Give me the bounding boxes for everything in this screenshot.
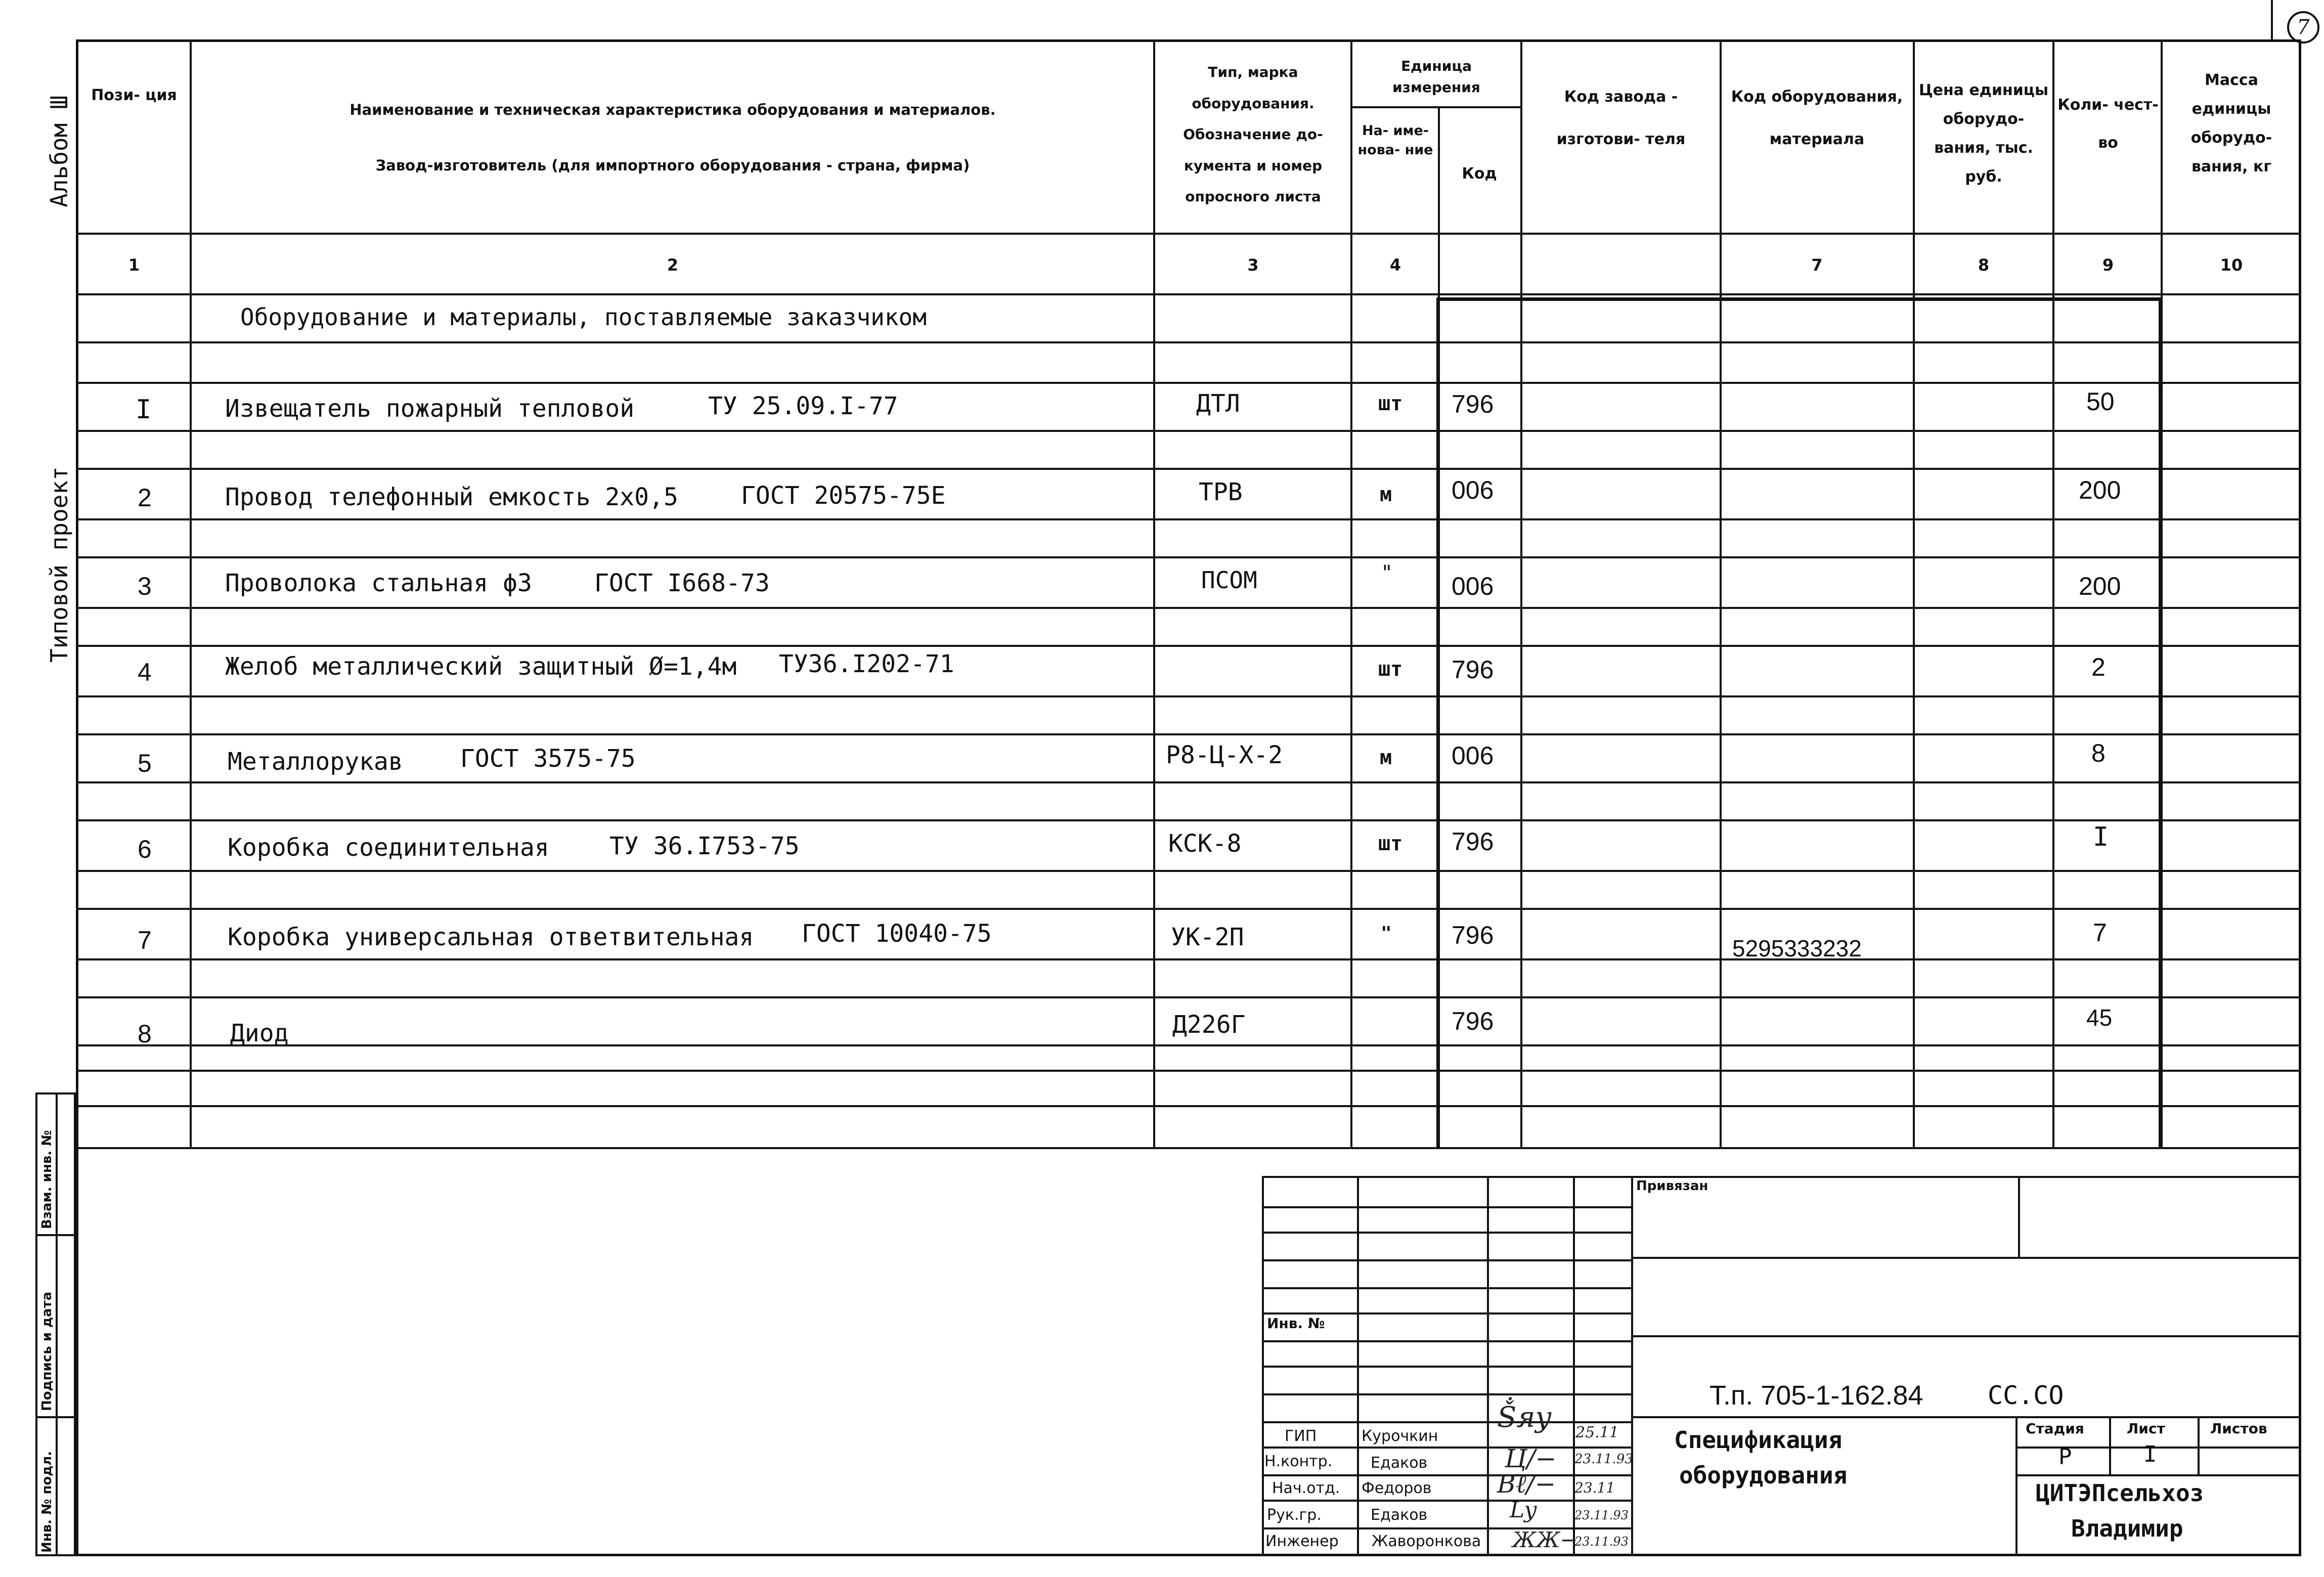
stamp-grid-line (1262, 1447, 1631, 1449)
row-line (76, 996, 2301, 998)
stamp-grid-line (1631, 1257, 2301, 1259)
stamp-grid-line (1262, 1312, 1631, 1315)
row-position: 8 (138, 1020, 152, 1048)
col-line (1720, 39, 1722, 1147)
stamp-grid-line (2198, 1416, 2200, 1474)
colnum-bottom-line (76, 293, 2301, 295)
role: ГИП (1285, 1427, 1317, 1445)
sign-date: 23.11.93 (1574, 1508, 1629, 1522)
stamp-grid-line (2018, 1176, 2020, 1257)
header-factory-code: Код завода - изготови- теля (1556, 88, 1686, 148)
row-line (76, 341, 2301, 343)
stamp-grid-line (1262, 1259, 1631, 1261)
stamp-grid-line (1262, 1393, 1631, 1395)
row-type: ТРВ (1199, 478, 1243, 506)
unit-sub-line (1350, 106, 1520, 108)
row-doc: ГОСТ I668-73 (594, 569, 770, 597)
stamp-grid-line (1262, 1474, 1631, 1476)
vzam-label: Взам. инв. № (39, 1130, 55, 1229)
row-position: 4 (138, 658, 152, 686)
person-name: Едаков (1371, 1506, 1428, 1524)
col-line (190, 39, 192, 1147)
row-line (76, 1044, 2301, 1046)
header-manufacturer: Завод-изготовитель (для импортного оборудования - страна, фирма) (375, 157, 970, 174)
colnum-7: 7 (1811, 255, 1823, 275)
row-qty: 7 (2093, 918, 2107, 947)
row-qty: 200 (2079, 476, 2121, 504)
row-qty: 2 (2091, 653, 2106, 681)
sheet-label: Лист (2127, 1420, 2165, 1437)
row-doc: ГОСТ 3575-75 (460, 744, 636, 773)
row-equipment-code: 5295333232 (1732, 935, 1862, 961)
row-line (76, 908, 2301, 910)
row-line (76, 695, 2301, 697)
page-number: 7 (2287, 11, 2319, 43)
row-position: 5 (138, 749, 152, 777)
col-line (1520, 39, 1522, 1147)
row-line (76, 382, 2301, 384)
row-unit-code: 006 (1452, 572, 1494, 600)
row-type: ДТЛ (1196, 389, 1240, 418)
row-qty: 50 (2086, 387, 2115, 416)
row-unit-code: 796 (1452, 390, 1494, 418)
stamp-code: СС.СО (1988, 1381, 2064, 1410)
row-position: I (136, 395, 152, 425)
row-qty: 45 (2086, 1004, 2113, 1031)
row-doc: ГОСТ 20575-75Е (741, 481, 946, 510)
row-doc: ТУ 36.I753-75 (609, 832, 800, 860)
sheet-value: I (2143, 1441, 2157, 1467)
signature: Вℓ/− (1497, 1469, 1556, 1499)
doc-title-line1: Спецификация (1674, 1426, 1843, 1454)
stamp-grid-line (2109, 1416, 2111, 1474)
row-unit: м (1380, 746, 1392, 769)
header-bottom-line (76, 233, 2301, 235)
row-unit: шт (1378, 832, 1403, 855)
row-unit-code: 796 (1452, 1007, 1494, 1035)
sign-date: 23.11 (1574, 1479, 1615, 1496)
table-bottom-line (76, 1147, 2301, 1149)
row-unit-code: 796 (1452, 655, 1494, 684)
colnum-4: 4 (1389, 255, 1401, 275)
thick-box-left (1436, 297, 1440, 1147)
sign-date: 25.11 (1575, 1424, 1619, 1441)
row-position: 7 (138, 926, 152, 954)
row-unit: м (1380, 483, 1392, 506)
album-label: Альбом Ш (46, 95, 73, 207)
row-position: 2 (138, 484, 152, 512)
signature: ЖЖ− (1512, 1527, 1578, 1552)
row-line (76, 870, 2301, 872)
row-doc: ГОСТ 10040-75 (802, 919, 992, 948)
row-type: ПСОМ (1201, 566, 1257, 594)
org-name: ЦИТЭПсельхоз (2036, 1479, 2204, 1507)
signature: Ly (1510, 1497, 1537, 1523)
row-line (76, 468, 2301, 470)
role: Инженер (1265, 1532, 1339, 1550)
row-unit: " (1381, 923, 1392, 944)
header-type: Тип, марка оборудования. Обозначение до- кумента и номер опросного листа (1183, 64, 1323, 205)
role: Рук.гр. (1267, 1506, 1322, 1524)
colnum-3: 3 (1247, 255, 1259, 275)
person-name: Едаков (1371, 1454, 1428, 1472)
row-qty: I (2093, 822, 2109, 852)
person-name: Курочкин (1362, 1427, 1438, 1445)
signature: Ṧяу (1497, 1401, 1552, 1434)
row-doc: ТУ36.I202-71 (779, 650, 954, 678)
header-unit-code: Код (1462, 165, 1497, 183)
doc-title-line2: оборудования (1679, 1462, 1848, 1489)
row-qty: 8 (2091, 739, 2106, 767)
row-line (76, 430, 2301, 432)
stamp-grid-line (1262, 1340, 1631, 1342)
inv-podl-label: Инв. № подл. (39, 1451, 55, 1553)
col-line (1153, 39, 1155, 1147)
stage-label: Стадия (2026, 1420, 2084, 1437)
header-price: Цена единицы оборудо- вания, тыс. руб. (1918, 81, 2049, 186)
stamp-grid-line (1631, 1335, 2301, 1337)
row-line (76, 733, 2301, 735)
section-title: Оборудование и материалы, поставляемые заказчиком (240, 303, 927, 331)
row-name: Провод телефонный емкость 2х0,5 (225, 483, 678, 511)
col-line (1350, 39, 1352, 1147)
thick-box-top (1436, 297, 2162, 301)
inv-no-label: Инв. № (1267, 1315, 1325, 1332)
row-line (76, 781, 2301, 783)
role: Н.контр. (1264, 1453, 1333, 1470)
corner-mark (2271, 0, 2273, 39)
col-line (1913, 39, 1915, 1147)
row-doc: ТУ 25.09.I-77 (708, 392, 898, 420)
signature: Ц/− (1505, 1444, 1557, 1473)
row-line (76, 1070, 2301, 1072)
role: Нач.отд. (1272, 1479, 1340, 1497)
colnum-9: 9 (2102, 255, 2114, 275)
stamp-divider (1631, 1176, 1633, 1556)
row-name: Коробка универсальная ответвительная (228, 923, 754, 951)
stamp-grid-line (1262, 1500, 1631, 1502)
stamp-grid-line (1631, 1416, 2301, 1418)
row-unit-code: 796 (1452, 921, 1494, 949)
person-name: Федоров (1362, 1479, 1432, 1497)
row-position: 3 (138, 572, 152, 600)
row-unit-code: 006 (1452, 476, 1494, 504)
row-name: Диод (230, 1019, 289, 1047)
stamp-designation: Т.п. 705-1-162.84 (1709, 1380, 1923, 1411)
project-label: Типовой проект (46, 466, 73, 663)
colnum-8: 8 (1978, 255, 1990, 275)
row-unit: шт (1378, 392, 1403, 415)
stamp-top-line (1262, 1176, 2301, 1178)
stamp-grid-line (1262, 1232, 1631, 1234)
sign-date: 23.11.93 (1574, 1452, 1633, 1467)
col-line (2052, 39, 2054, 1147)
stamp-grid-line (1262, 1366, 1631, 1368)
row-unit-code: 006 (1452, 741, 1494, 770)
row-unit: " (1381, 561, 1393, 585)
row-name: Металлорукав (228, 748, 403, 776)
org-city: Владимир (2071, 1515, 2183, 1542)
colnum-10: 10 (2220, 255, 2243, 275)
stamp-grid-line (2015, 1416, 2018, 1556)
podpis-label: Подпись и дата (39, 1291, 55, 1411)
row-line (76, 645, 2301, 647)
thick-box-right (2159, 297, 2162, 1147)
header-mass: Масса единицы оборудо- вания, кг (2190, 71, 2272, 176)
person-name: Жаворонкова (1372, 1532, 1481, 1550)
stage-value: Р (2058, 1444, 2072, 1470)
row-line (76, 556, 2301, 558)
stamp-grid-line (1262, 1206, 1631, 1208)
row-line (76, 958, 2301, 960)
row-type: УК-2П (1171, 923, 1244, 951)
row-type: Р8-Ц-Х-2 (1166, 741, 1283, 769)
row-line (76, 518, 2301, 520)
row-line (76, 607, 2301, 609)
row-qty: 200 (2079, 572, 2121, 600)
header-name: Наименование и техническая характеристика оборудования и материалов. (349, 101, 996, 118)
stamp-grid-line (2015, 1474, 2301, 1476)
colnum-2: 2 (667, 255, 679, 275)
margin-divider (56, 1092, 58, 1556)
row-unit: шт (1378, 658, 1403, 681)
privyazan-label: Привязан (1636, 1178, 1708, 1194)
sheets-label: Листов (2210, 1420, 2267, 1437)
row-unit-code: 796 (1452, 827, 1494, 856)
header-unit-name: На- име- нова- ние (1357, 123, 1433, 158)
row-position: 6 (138, 835, 152, 863)
row-name: Проволока стальная ϕ3 (225, 569, 532, 597)
header-position: Пози- ция (91, 86, 177, 104)
sign-date: 23.11.93 (1574, 1535, 1629, 1549)
row-name: Извещатель пожарный тепловой (225, 395, 635, 423)
row-name: Желоб металлический защитный Ø=1,4м (225, 652, 737, 681)
header-equipment-code: Код оборудования, материала (1731, 88, 1903, 148)
header-quantity: Коли- чест- во (2057, 96, 2159, 152)
row-type: КСК-8 (1168, 829, 1242, 858)
row-line (76, 819, 2301, 821)
row-line (76, 1105, 2301, 1107)
stamp-grid-line (1262, 1421, 1631, 1423)
stamp-grid-line (1262, 1287, 1631, 1289)
row-name: Коробка соединительная (228, 834, 549, 862)
header-unit: Единица измерения (1392, 58, 1480, 96)
row-type: Д226Г (1172, 1011, 1246, 1039)
colnum-1: 1 (128, 255, 140, 275)
